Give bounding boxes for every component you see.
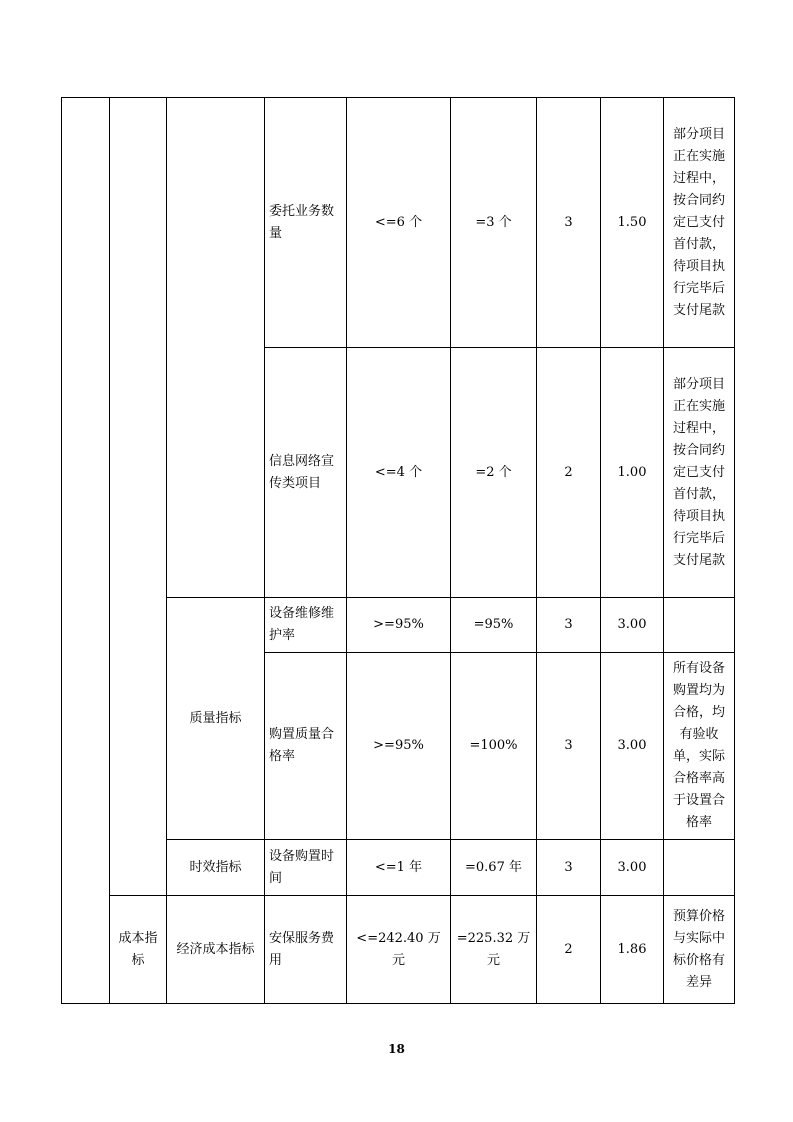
deviation-note: 部分项目正在实施过程中，按合同约定已支付首付款，待项目执行完毕后支付尾款 [664,348,735,598]
weight-value: 3 [537,840,601,896]
timeliness-indicator-label: 时效指标 [167,840,265,896]
deviation-note [664,840,735,896]
actual-value: =95% [451,598,537,653]
weight-value: 2 [537,348,601,598]
indicator-name: 安保服务费用 [265,896,347,1004]
score-value: 1.50 [601,98,664,348]
indicator-name: 设备维修维护率 [265,598,347,653]
weight-value: 3 [537,98,601,348]
performance-evaluation-table [61,97,735,1004]
table-row [62,896,735,1004]
weight-value: 3 [537,598,601,653]
actual-value: =2 个 [451,348,537,598]
score-value: 3.00 [601,598,664,653]
deviation-note: 预算价格与实际中标价格有差异 [664,896,735,1004]
deviation-note: 部分项目正在实施过程中，按合同约定已支付首付款，待项目执行完毕后支付尾款 [664,98,735,348]
target-value: <=242.40 万元 [347,896,451,1004]
quality-indicator-label: 质量指标 [167,598,265,840]
weight-value: 3 [537,653,601,840]
target-value: >=95% [347,598,451,653]
score-value: 3.00 [601,653,664,840]
deviation-note [664,598,735,653]
target-value: <=6 个 [347,98,451,348]
economic-cost-indicator-label: 经济成本指标 [167,896,265,1004]
level1-indicator-cell [110,98,167,896]
target-value: <=1 年 [347,840,451,896]
indicator-name: 委托业务数量 [265,98,347,348]
level2-indicator-cell [167,98,265,598]
actual-value: =3 个 [451,98,537,348]
indicator-name: 信息网络宣传类项目 [265,348,347,598]
indicator-name: 购置质量合格率 [265,653,347,840]
weight-value: 2 [537,896,601,1004]
score-value: 3.00 [601,840,664,896]
target-value: >=95% [347,653,451,840]
level1-indicator-cell [62,98,110,1004]
actual-value: =100% [451,653,537,840]
deviation-note: 所有设备购置均为合格，均有验收单，实际合格率高于设置合格率 [664,653,735,840]
page-number: 18 [388,1042,405,1056]
score-value: 1.00 [601,348,664,598]
target-value: <=4 个 [347,348,451,598]
table-row [62,98,735,348]
indicator-name: 设备购置时间 [265,840,347,896]
score-value: 1.86 [601,896,664,1004]
cost-indicator-label: 成本指标 [110,896,167,1004]
actual-value: =0.67 年 [451,840,537,896]
actual-value: =225.32 万元 [451,896,537,1004]
